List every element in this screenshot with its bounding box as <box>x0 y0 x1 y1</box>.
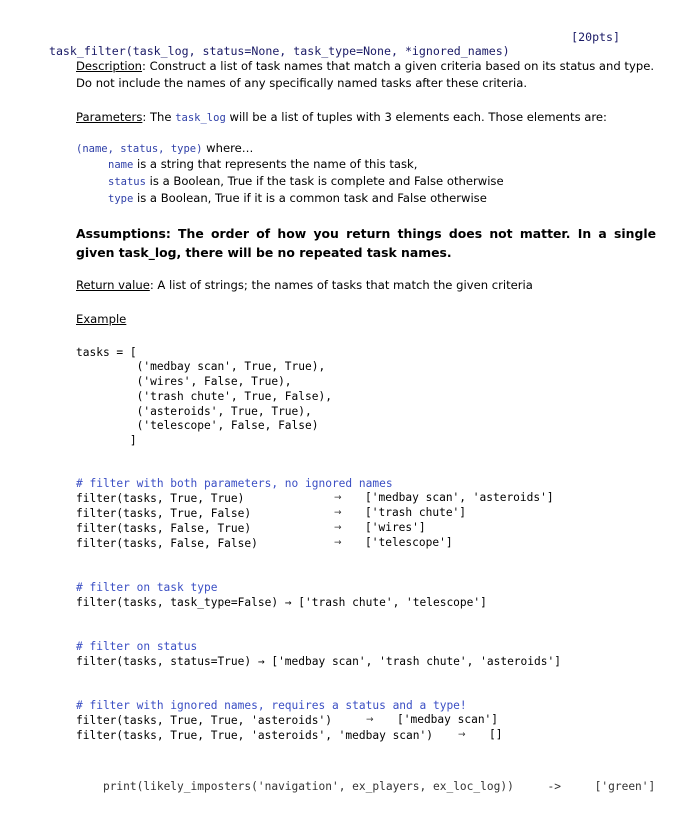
code-comment: # filter with ignored names, requires a status and a type! <box>76 699 467 712</box>
arrow-icon: → <box>334 538 342 548</box>
tuple-item-name: name <box>108 159 134 171</box>
filter-result: ['medbay scan', 'asteroids'] <box>365 491 554 504</box>
assumptions-paragraph: Assumptions: The order of how you return things does not matter. In a single given task_log, there will be no repeated task names. <box>76 226 656 260</box>
filter-call: filter(tasks, False, False) <box>76 537 258 550</box>
arrow-icon: → <box>334 493 342 503</box>
tuple-where: where… <box>202 141 254 155</box>
filter-result: [] <box>489 728 503 741</box>
tuple-item <box>108 190 688 208</box>
filter-call: filter(tasks, True, True, 'asteroids', 'medbay scan') <box>76 729 433 742</box>
description-label: Description <box>76 59 143 73</box>
code-line: ('asteroids', True, True), <box>76 405 312 418</box>
cutoff-code-line <box>76 770 656 793</box>
description-text: : Construct a list of task names that match a given criteria based on its status and type. Do not include the names of any specifically named tasks after these criteria. <box>76 59 655 90</box>
code-line: ('wires', False, True), <box>76 375 292 388</box>
parameters-text-after: will be a list of tuples with 3 elements each. Those elements are: <box>225 110 607 124</box>
arrow-icon: → <box>334 508 342 518</box>
description-paragraph <box>76 58 656 92</box>
tuple-signature: (name, status, type) <box>76 143 203 155</box>
code-comment: # filter with both parameters, no ignored names <box>76 477 393 490</box>
filter-call: filter(tasks, False, True) <box>76 522 252 535</box>
tuple-item-desc: is a Boolean, True if it is a common task and False otherwise <box>133 191 487 205</box>
parameters-text-before: : The <box>142 110 176 124</box>
return-value-label: Return value <box>76 278 150 292</box>
filter-result: ['trash chute'] <box>365 506 467 519</box>
filter-result: ['telescope'] <box>365 536 453 549</box>
tuple-item-name: type <box>108 193 134 205</box>
tuple-item <box>108 156 688 174</box>
cutoff-code-text: print(likely_imposters('navigation', ex_players, ex_loc_log)) -> ['green'] <box>102 780 656 793</box>
return-value-text: : A list of strings; the names of tasks that match the given criteria <box>149 278 533 292</box>
tuple-item <box>108 173 688 191</box>
points-label: [20pts] <box>571 30 620 44</box>
code-line: tasks = [ <box>76 346 137 359</box>
tuple-item-desc: is a Boolean, True if the task is complete and False otherwise <box>145 174 504 188</box>
code-comment: # filter on status <box>76 640 198 653</box>
arrow-icon: → <box>458 730 466 740</box>
code-line: ('telescope', False, False) <box>76 419 319 432</box>
filter-call: filter(tasks, True, False) <box>76 507 252 520</box>
tuple-item-desc: is a string that represents the name of this task, <box>133 157 418 171</box>
parameters-label: Parameters <box>76 110 143 124</box>
filter-call: filter(tasks, True, True) <box>76 492 245 505</box>
code-comment: # filter on task type <box>76 581 218 594</box>
tuple-item-name: status <box>108 176 146 188</box>
parameters-paragraph <box>76 109 656 127</box>
example-label: Example <box>76 312 127 326</box>
arrow-icon: → <box>334 523 342 533</box>
arrow-icon: → <box>366 715 374 725</box>
code-line: ('medbay scan', True, True), <box>76 360 326 373</box>
filter-result: ['medbay scan'] <box>397 713 499 726</box>
filter-call-inline: filter(tasks, status=True) → ['medbay scan', 'trash chute', 'asteroids'] <box>76 655 561 668</box>
signature-text: task_filter(task_log, status=None, task_type=None, *ignored_names) <box>48 44 510 58</box>
return-value-paragraph <box>76 277 656 294</box>
filter-call: filter(tasks, True, True, 'asteroids') <box>76 714 332 727</box>
code-line: ('trash chute', True, False), <box>76 390 332 403</box>
parameters-code: task_log <box>175 112 226 124</box>
code-line: ] <box>76 434 137 447</box>
filter-call-inline: filter(tasks, task_type=False) → ['trash chute', 'telescope'] <box>76 596 487 609</box>
filter-result: ['wires'] <box>365 521 426 534</box>
